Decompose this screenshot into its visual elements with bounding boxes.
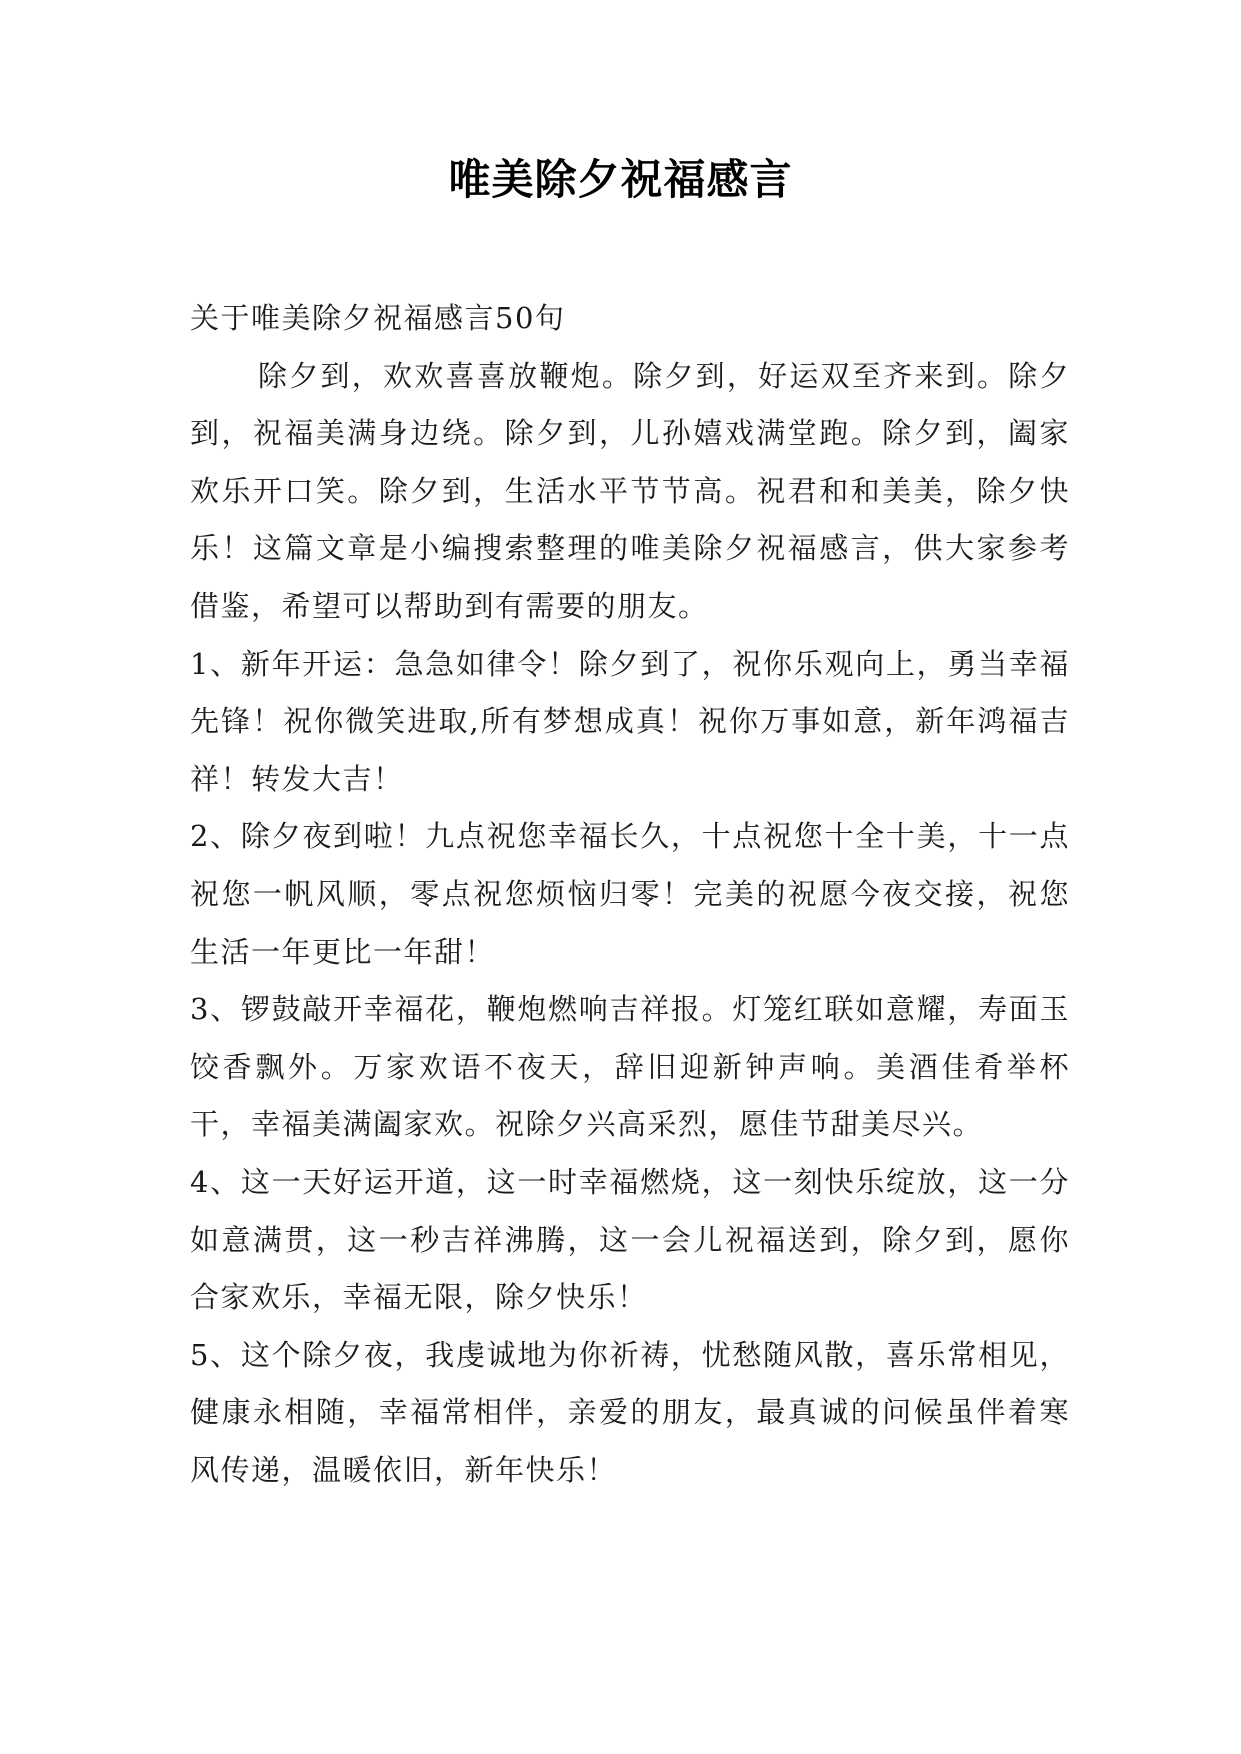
intro-paragraph: 除夕到，欢欢喜喜放鞭炮。除夕到，好运双至齐来到。除夕到，祝福美满身边绕。除夕到，儿孙嬉戏满堂跑。除夕到，阖家欢乐开口笑。除夕到，生活水平节节高。祝君和和美美，除夕快乐！这篇文章是小编搜索整理的唯美除夕祝福感言，供大家参考借鉴，希望可以帮助到有需要的朋友。 (190, 358, 1070, 623)
list-item: 4、这一天好运开道，这一时幸福燃烧，这一刻快乐绽放，这一分如意满贯，这一秒吉祥沸腾，这一会儿祝福送到，除夕到，愿你合家欢乐，幸福无限，除夕快乐！ (190, 1164, 1070, 1315)
list-item: 1、新年开运：急急如律令！除夕到了，祝你乐观向上，勇当幸福先锋！祝你微笑进取,所有梦想成真！祝你万事如意，新年鸿福吉祥！转发大吉！ (190, 646, 1070, 796)
document-subtitle: 关于唯美除夕祝福感言50句 (190, 301, 566, 335)
document-title: 唯美除夕祝福感言 (448, 155, 793, 204)
document-body (190, 290, 1070, 1499)
list-item: 2、除夕夜到啦！九点祝您幸福长久，十点祝您十全十美，十一点祝您一帆风顺，零点祝您烦恼归零！完美的祝愿今夜交接，祝您生活一年更比一年甜！ (190, 819, 1070, 969)
list-item: 3、锣鼓敲开幸福花，鞭炮燃响吉祥报。灯笼红联如意耀，寿面玉饺香飘外。万家欢语不夜天，辞旧迎新钟声响。美酒佳肴举杯干，幸福美满阖家欢。祝除夕兴高采烈，愿佳节甜美尽兴。 (190, 992, 1070, 1142)
list-item: 5、这个除夕夜，我虔诚地为你祈祷，忧愁随风散，喜乐常相见，健康永相随，幸福常相伴，亲爱的朋友，最真诚的问候虽伴着寒风传递，温暖依旧，新年快乐！ (190, 1337, 1070, 1487)
